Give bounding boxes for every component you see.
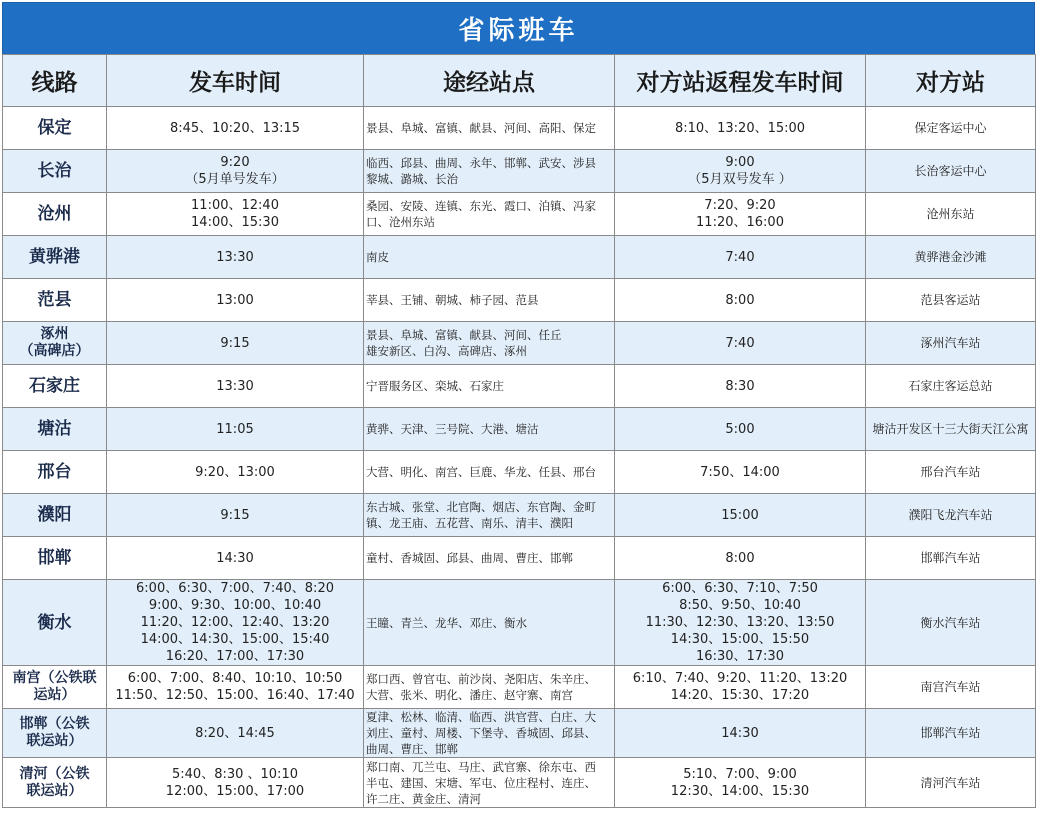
page-title: 省际班车 — [2, 2, 1035, 55]
route-cell: 邢台 — [3, 451, 107, 494]
destination-cell: 石家庄客运总站 — [866, 365, 1036, 408]
return-cell: 9:00 （5月双号发车 ） — [615, 150, 866, 193]
departure-cell: 11:05 — [107, 408, 364, 451]
stops-cell: 莘县、王铺、朝城、柿子园、范县 — [364, 279, 615, 322]
route-cell: 范县 — [3, 279, 107, 322]
stops-cell: 景县、阜城、富镇、献县、河间、高阳、保定 — [364, 107, 615, 150]
departure-cell: 13:30 — [107, 236, 364, 279]
table-row — [3, 107, 1036, 150]
destination-cell: 沧州东站 — [866, 193, 1036, 236]
departure-cell: 6:00、7:00、8:40、10:10、10:50 11:50、12:50、15:00、16:40、17:40 — [107, 666, 364, 709]
destination-cell: 塘沽开发区十三大街天江公寓 — [866, 408, 1036, 451]
departure-cell: 8:20、14:45 — [107, 709, 364, 758]
stops-cell: 大营、明化、南宫、巨鹿、华龙、任县、邢台 — [364, 451, 615, 494]
return-cell: 15:00 — [615, 494, 866, 537]
route-cell: 塘沽 — [3, 408, 107, 451]
destination-cell: 濮阳飞龙汽车站 — [866, 494, 1036, 537]
table-row — [3, 451, 1036, 494]
header-return: 对方站返程发车时间 — [615, 55, 866, 107]
return-cell: 8:00 — [615, 537, 866, 580]
header-stops: 途经站点 — [364, 55, 615, 107]
route-cell: 南宫（公铁联 运站） — [3, 666, 107, 709]
departure-cell: 13:00 — [107, 279, 364, 322]
table-row — [3, 279, 1036, 322]
return-cell: 8:00 — [615, 279, 866, 322]
destination-cell: 邯郸汽车站 — [866, 537, 1036, 580]
return-cell: 7:50、14:00 — [615, 451, 866, 494]
return-cell: 7:20、9:20 11:20、16:00 — [615, 193, 866, 236]
stops-cell: 王瞳、青兰、龙华、邓庄、衡水 — [364, 580, 615, 666]
table-row — [3, 322, 1036, 365]
departure-cell: 9:20、13:00 — [107, 451, 364, 494]
stops-cell: 景县、阜城、富镇、献县、河间、任丘 雄安新区、白沟、高碑店、涿州 — [364, 322, 615, 365]
header-row — [3, 55, 1036, 107]
stops-cell: 童村、香城固、邱县、曲周、曹庄、邯郸 — [364, 537, 615, 580]
route-cell: 涿州 （高碑店） — [3, 322, 107, 365]
return-cell: 8:10、13:20、15:00 — [615, 107, 866, 150]
table-row — [3, 408, 1036, 451]
stops-cell: 黄骅、天津、三号院、大港、塘沽 — [364, 408, 615, 451]
route-cell: 衡水 — [3, 580, 107, 666]
schedule-table — [2, 54, 1036, 808]
departure-cell: 6:00、6:30、7:00、7:40、8:20 9:00、9:30、10:00、10:40 11:20、12:00、12:40、13:20 14:00、14:30、15:00、15:40 16:20、17:00、17:30 — [107, 580, 364, 666]
table-row — [3, 709, 1036, 758]
route-cell: 邯郸（公铁 联运站） — [3, 709, 107, 758]
header-route: 线路 — [3, 55, 107, 107]
return-cell: 6:00、6:30、7:10、7:50 8:50、9:50、10:40 11:30、12:30、13:20、13:50 14:30、15:00、15:50 16:30、17:30 — [615, 580, 866, 666]
return-cell: 7:40 — [615, 322, 866, 365]
route-cell: 清河（公铁 联运站） — [3, 758, 107, 808]
route-cell: 沧州 — [3, 193, 107, 236]
table-row — [3, 150, 1036, 193]
header-destination: 对方站 — [866, 55, 1036, 107]
departure-cell: 13:30 — [107, 365, 364, 408]
stops-cell: 郑口南、兀兰屯、马庄、武官寨、徐东屯、西 半屯、建国、宋塘、军屯、位庄程村、连庄、 许二庄、黄金庄、清河 — [364, 758, 615, 808]
header-departure: 发车时间 — [107, 55, 364, 107]
route-cell: 长治 — [3, 150, 107, 193]
destination-cell: 黄骅港金沙滩 — [866, 236, 1036, 279]
return-cell: 5:10、7:00、9:00 12:30、14:00、15:30 — [615, 758, 866, 808]
table-row — [3, 494, 1036, 537]
departure-cell: 9:20 （5月单号发车） — [107, 150, 364, 193]
stops-cell: 南皮 — [364, 236, 615, 279]
return-cell: 14:30 — [615, 709, 866, 758]
departure-cell: 11:00、12:40 14:00、15:30 — [107, 193, 364, 236]
destination-cell: 涿州汽车站 — [866, 322, 1036, 365]
departure-cell: 9:15 — [107, 494, 364, 537]
route-cell: 濮阳 — [3, 494, 107, 537]
route-cell: 黄骅港 — [3, 236, 107, 279]
route-cell: 邯郸 — [3, 537, 107, 580]
departure-cell: 14:30 — [107, 537, 364, 580]
stops-cell: 郑口西、曾官屯、前沙岗、尧阳店、朱辛庄、 大营、张米、明化、潘庄、赵守寨、南宫 — [364, 666, 615, 709]
destination-cell: 南宫汽车站 — [866, 666, 1036, 709]
destination-cell: 长治客运中心 — [866, 150, 1036, 193]
stops-cell: 桑园、安陵、连镇、东光、霞口、泊镇、冯家 口、沧州东站 — [364, 193, 615, 236]
table-row — [3, 758, 1036, 808]
table-row — [3, 236, 1036, 279]
route-cell: 保定 — [3, 107, 107, 150]
stops-cell: 东古城、张堂、北官陶、烟店、东官陶、金町 镇、龙王庙、五花营、南乐、清丰、濮阳 — [364, 494, 615, 537]
destination-cell: 保定客运中心 — [866, 107, 1036, 150]
route-cell: 石家庄 — [3, 365, 107, 408]
destination-cell: 邢台汽车站 — [866, 451, 1036, 494]
destination-cell: 范县客运站 — [866, 279, 1036, 322]
table-row — [3, 365, 1036, 408]
departure-cell: 8:45、10:20、13:15 — [107, 107, 364, 150]
destination-cell: 衡水汽车站 — [866, 580, 1036, 666]
stops-cell: 宁晋服务区、栾城、石家庄 — [364, 365, 615, 408]
return-cell: 6:10、7:40、9:20、11:20、13:20 14:20、15:30、17:20 — [615, 666, 866, 709]
stops-cell: 临西、邱县、曲周、永年、邯郸、武安、涉县 黎城、潞城、长治 — [364, 150, 615, 193]
table-row — [3, 193, 1036, 236]
stops-cell: 夏津、松林、临清、临西、洪官营、白庄、大 刘庄、童村、周楼、下堡寺、香城固、邱县、 曲周、曹庄、邯郸 — [364, 709, 615, 758]
return-cell: 8:30 — [615, 365, 866, 408]
table-row — [3, 666, 1036, 709]
departure-cell: 9:15 — [107, 322, 364, 365]
destination-cell: 清河汽车站 — [866, 758, 1036, 808]
destination-cell: 邯郸汽车站 — [866, 709, 1036, 758]
table-row — [3, 537, 1036, 580]
table-row — [3, 580, 1036, 666]
return-cell: 5:00 — [615, 408, 866, 451]
departure-cell: 5:40、8:30 、10:10 12:00、15:00、17:00 — [107, 758, 364, 808]
return-cell: 7:40 — [615, 236, 866, 279]
